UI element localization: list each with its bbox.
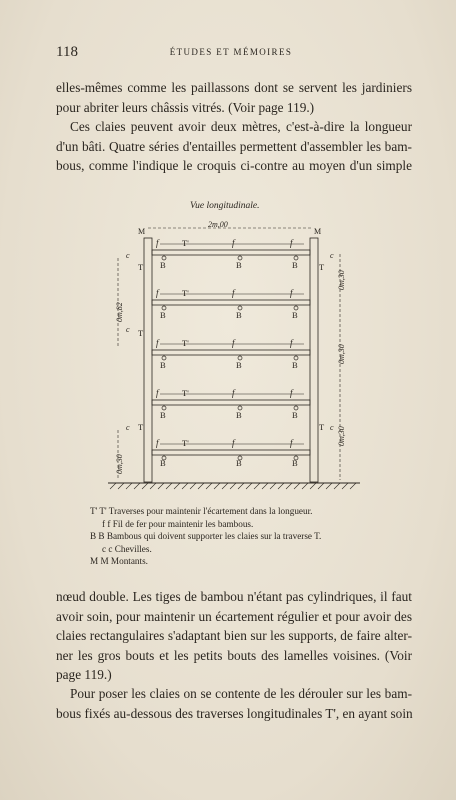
text-line: ner les gros bouts et les petits bouts des lamelles voisines. (Voir <box>56 647 412 663</box>
paragraph-1 <box>56 78 412 176</box>
bamboo-label: B <box>236 410 242 420</box>
peg-label: c <box>330 251 334 260</box>
bamboo-label: B <box>160 410 166 420</box>
wire-label: f <box>156 388 159 398</box>
scaffold-diagram <box>104 194 364 494</box>
bamboo-label: B <box>292 260 298 270</box>
wire-label: f <box>232 388 235 398</box>
wire-label: f <box>290 338 293 348</box>
traverse-label: T' <box>182 438 189 448</box>
paragraph-3 <box>56 684 412 723</box>
text-line: elles-mêmes comme les paillassons dont se servent les jardiniers <box>56 80 412 95</box>
bamboo-label: B <box>160 458 166 468</box>
text-line: bous, comme l'indique le croquis ci-contre au moyen d'un simple <box>56 158 412 174</box>
figure-legend <box>90 505 380 568</box>
wire-label: f <box>232 238 235 248</box>
bamboo-label: B <box>160 360 166 370</box>
bamboo-label: B <box>236 458 242 468</box>
paragraph-2 <box>56 587 412 685</box>
traverse-label: T' <box>182 238 189 248</box>
bamboo-label: B <box>292 310 298 320</box>
bamboo-label: B <box>160 260 166 270</box>
wire-label: f <box>290 238 293 248</box>
traverse-label: T' <box>182 338 189 348</box>
wire-label: f <box>290 388 293 398</box>
bamboo-label: B <box>160 310 166 320</box>
wire-label: f <box>232 438 235 448</box>
traverse-label: T <box>319 262 325 272</box>
text-line: bous fixés au-dessous des traverses longitudinales T', en ayant soin <box>56 705 413 721</box>
running-title: ÉTUDES ET MÉMOIRES <box>169 47 293 57</box>
bamboo-label: B <box>292 458 298 468</box>
text-line: Ces claies peuvent avoir deux mètres, c'est-à-dire la longueur <box>70 119 412 135</box>
bamboo-label: B <box>292 410 298 420</box>
peg-label: c <box>126 325 130 334</box>
legend-item: M M Montants. <box>90 556 148 567</box>
legend-item: f f Fil de fer pour maintenir les bambous. <box>102 518 254 529</box>
text-line: nœud double. Les tiges de bambou n'étant pas cylindriques, il faut <box>56 589 412 604</box>
page-number: 118 <box>56 44 78 60</box>
bamboo-label: B <box>236 360 242 370</box>
post-right <box>310 238 318 482</box>
wire-label: f <box>232 288 235 298</box>
legend-item: T' T' Traverses pour maintenir l'écartement dans la longueur. <box>90 506 313 516</box>
wire-label: f <box>156 238 159 248</box>
traverse-label: T <box>138 422 144 432</box>
peg-label: c <box>330 423 334 432</box>
dim-right-label-3: 0m,30 <box>337 426 346 446</box>
page-header <box>56 44 406 64</box>
traverse-label: T' <box>182 388 189 398</box>
post-label-left: M <box>138 227 146 236</box>
bamboo-label: B <box>292 360 298 370</box>
bamboo-sections <box>162 256 298 460</box>
legend-item: B B Bambous qui doivent supporter les claies sur la traverse T. <box>90 531 322 542</box>
post-left <box>144 238 152 482</box>
peg-label: c <box>126 251 130 260</box>
wire-label: f <box>156 338 159 348</box>
wire-label: f <box>156 288 159 298</box>
traverse-label: T' <box>182 288 189 298</box>
wire-label: f <box>156 438 159 448</box>
traverse-label: T <box>319 422 325 432</box>
text-line: claies rectangulaires s'adaptant bien sur les supports, de faire alter- <box>56 628 412 644</box>
traverses <box>152 250 310 455</box>
wire-label: f <box>290 438 293 448</box>
text-line: d'un bâti. Quatre séries d'entailles permettent d'assembler les bam- <box>56 138 412 154</box>
dim-right-label-1: 0m,30 <box>337 270 346 290</box>
traverse-label: T <box>138 328 144 338</box>
dim-top-label: 2m,00 <box>208 220 228 229</box>
post-label-right: M <box>314 227 322 236</box>
figure-title: Vue longitudinale. <box>190 201 260 211</box>
dim-left-lower-label: 0m,30 <box>115 454 124 474</box>
dim-right-label-2: 0m,30 <box>337 344 346 364</box>
bamboo-label: B <box>236 260 242 270</box>
traverse-label: T <box>138 262 144 272</box>
wire-label: f <box>290 288 293 298</box>
dim-left-upper-label: 0m,82 <box>115 302 124 322</box>
peg-label: c <box>126 423 130 432</box>
text-line: page 119.) <box>56 667 112 683</box>
text-line: avoir soin, pour maintenir un écartement régulier et pour avoir des <box>56 608 412 624</box>
text-line: pour abriter leurs châssis vitrés. (Voir page 119.) <box>56 99 315 115</box>
ground-hatch <box>110 483 356 489</box>
wire-label: f <box>232 338 235 348</box>
text-line: Pour poser les claies on se contente de les dérouler sur les bam- <box>70 686 412 701</box>
legend-item: c c Chevilles. <box>102 543 152 554</box>
bamboo-label: B <box>236 310 242 320</box>
